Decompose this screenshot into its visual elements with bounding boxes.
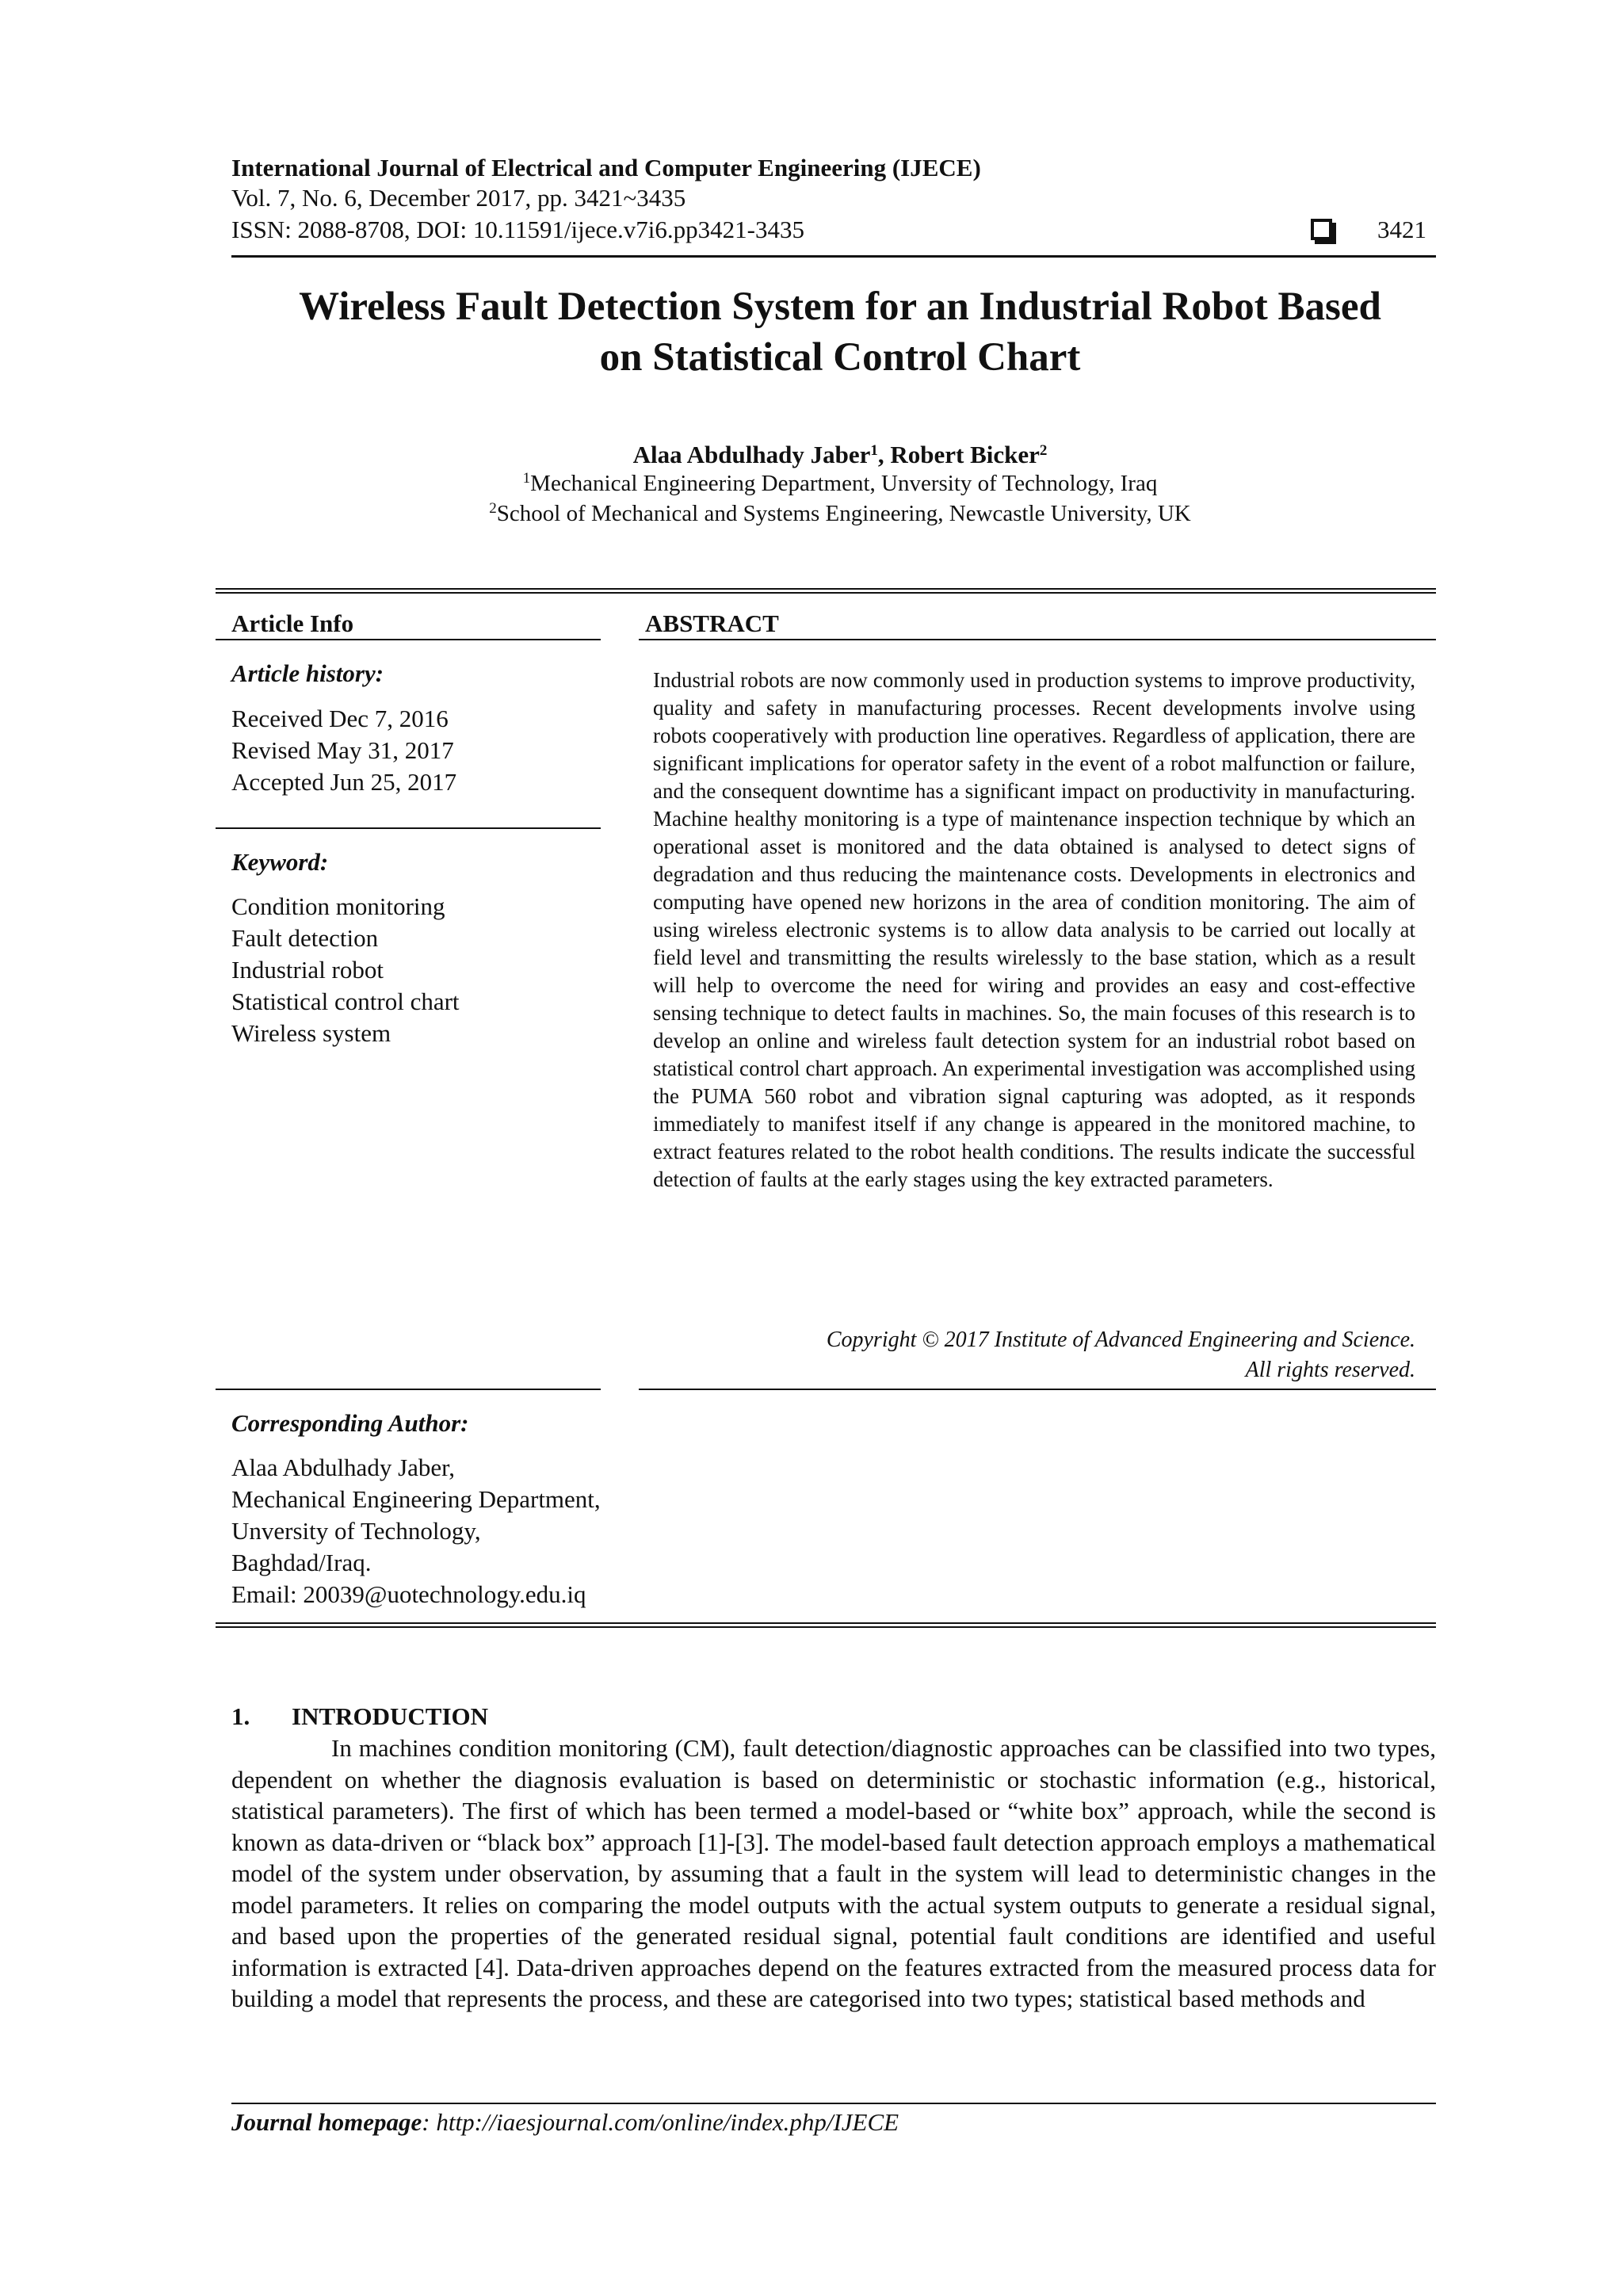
affiliation-mark: 2	[489, 500, 497, 517]
corresponding-department: Mechanical Engineering Department,	[231, 1485, 601, 1513]
homepage-separator: :	[422, 2108, 437, 2136]
author-list	[158, 441, 1522, 469]
checkbox-square-icon	[1311, 219, 1332, 240]
keyword-list	[231, 891, 460, 1049]
section-rule	[216, 1389, 601, 1390]
affiliation-text: Mechanical Engineering Department, Unversity of Technology, Iraq	[530, 471, 1158, 496]
journal-homepage	[231, 2108, 899, 2137]
author-name: Robert Bicker	[890, 441, 1040, 468]
affiliation-mark: 2	[1039, 442, 1048, 459]
journal-name: International Journal of Electrical and Computer Engineering (IJECE)	[231, 154, 981, 181]
paper-title	[158, 281, 1522, 383]
keyword: Industrial robot	[231, 956, 384, 984]
abstract-body: Industrial robots are now commonly used in production systems to improve productivity, quality and safety in manufacturing processes. Recent developments involve using robots cooperatively with production line operatives. Regardless of application, there are significant implications for operator safety in the event of a robot malfunction or failure, and the consequent downtime has a significant impact on productivity in manufacturing. Machine healthy monitoring is a type of maintenance inspection technique by which an operational asset is monitored and the data obtained is analysed to detect signs of degradation and thus reducing the maintenance costs. Developments in electronics and computing have opened new horizons in the area of condition monitoring. The aim of using wireless electronic systems is to allow data analysis to be carried out locally at field level and transmitting the results wirelessly to the base station, which as a result will help to overcome the need for wiring and provides an easy and cost-effective sensing technique to detect faults in machines. So, the main focuses of this research is to develop an online and wireless fault detection system for an industrial robot based on statistical control chart approach. An experimental investigation was accomplished using the PUMA 560 robot and vibration signal capturing was adopted, as it responds immediately to manifest itself if any change is appeared in the monitored machine, to extract features related to the robot health conditions. The results indicate the successful detection of faults at the early stages using the key extracted parameters.	[653, 668, 1415, 1191]
header-divider	[231, 255, 1436, 258]
page-number: 3421	[1377, 216, 1426, 243]
history-revised: Revised May 31, 2017	[231, 736, 454, 764]
affiliation-mark: 1	[522, 470, 531, 487]
homepage-label: Journal homepage	[231, 2108, 422, 2136]
frame-bottom-rule	[216, 1626, 1436, 1628]
article-history	[231, 703, 456, 798]
frame-bottom-rule	[216, 1622, 1436, 1624]
article-history-heading: Article history:	[231, 659, 384, 687]
title-line-1: Wireless Fault Detection System for an Industrial Robot Based	[299, 285, 1381, 329]
title-line-2: on Statistical Control Chart	[599, 335, 1081, 380]
corresponding-email: Email: 20039@uotechnology.edu.iq	[231, 1580, 586, 1608]
rights-line: All rights reserved.	[1245, 1358, 1415, 1382]
keyword: Fault detection	[231, 924, 379, 952]
copyright-notice	[653, 1325, 1415, 1385]
copyright-line: Copyright © 2017 Institute of Advanced Engineering and Science.	[826, 1328, 1415, 1352]
corresponding-author-heading: Corresponding Author:	[231, 1409, 469, 1437]
section-heading	[231, 1702, 488, 1731]
keyword: Statistical control chart	[231, 988, 460, 1015]
journal-volume: Vol. 7, No. 6, December 2017, pp. 3421~3435	[231, 184, 686, 212]
history-received: Received Dec 7, 2016	[231, 705, 449, 732]
abstract-heading: ABSTRACT	[645, 609, 779, 637]
frame-top-rule	[216, 592, 1436, 594]
affiliation	[158, 501, 1522, 527]
author-name: Alaa Abdulhady Jaber	[632, 441, 871, 468]
abstract-bottom-rule	[639, 1389, 1436, 1390]
affiliation	[158, 471, 1522, 497]
homepage-url[interactable]: http://iaesjournal.com/online/index.php/IJECE	[436, 2108, 899, 2136]
keyword: Wireless system	[231, 1019, 391, 1047]
corresponding-name: Alaa Abdulhady Jaber,	[231, 1454, 455, 1481]
section-rule	[216, 827, 601, 829]
affiliation-text: School of Mechanical and Systems Engineering, Newcastle University, UK	[496, 501, 1191, 526]
corresponding-institution: Unversity of Technology,	[231, 1517, 481, 1545]
article-info-heading: Article Info	[231, 609, 354, 637]
keyword-heading: Keyword:	[231, 848, 329, 876]
section-number: 1.	[231, 1702, 250, 1730]
introduction-paragraph: In machines condition monitoring (CM), fault detection/diagnostic approaches can be classified into two types, dependent on whether the diagnosis evaluation is based on deterministic or stochastic information (e.g., historical, statistical parameters). The first of which has been termed a model-based or “white box” approach, while the second is known as data-driven or “black box” approach [1]-[3]. The model-based fault detection approach employs a mathematical model of the system under observation, by assuming that a fault in the system will lead to deterministic changes in the model parameters. It relies on comparing the model outputs with the actual system outputs to generate a residual signal, and based upon the properties of the generated residual signal, potential fault conditions are identified and useful information is extracted [4]. Data-driven approaches depend on the features extracted from the measured process data for building a model that represents the process, and these are categorised into two types; statistical based methods and	[231, 1734, 1436, 2012]
footer-divider	[231, 2103, 1436, 2104]
history-accepted: Accepted Jun 25, 2017	[231, 768, 457, 796]
corresponding-author-details	[231, 1452, 601, 1610]
keyword: Condition monitoring	[231, 892, 445, 920]
author-separator: ,	[877, 441, 891, 468]
journal-issn-doi: ISSN: 2088-8708, DOI: 10.11591/ijece.v7i6.pp3421-3435	[231, 216, 804, 243]
article-info-rule	[216, 639, 601, 640]
frame-top-rule	[216, 588, 1436, 590]
affiliation-mark: 1	[870, 442, 878, 459]
section-title: INTRODUCTION	[292, 1702, 489, 1730]
abstract-rule	[639, 639, 1436, 640]
corresponding-location: Baghdad/Iraq.	[231, 1549, 372, 1576]
